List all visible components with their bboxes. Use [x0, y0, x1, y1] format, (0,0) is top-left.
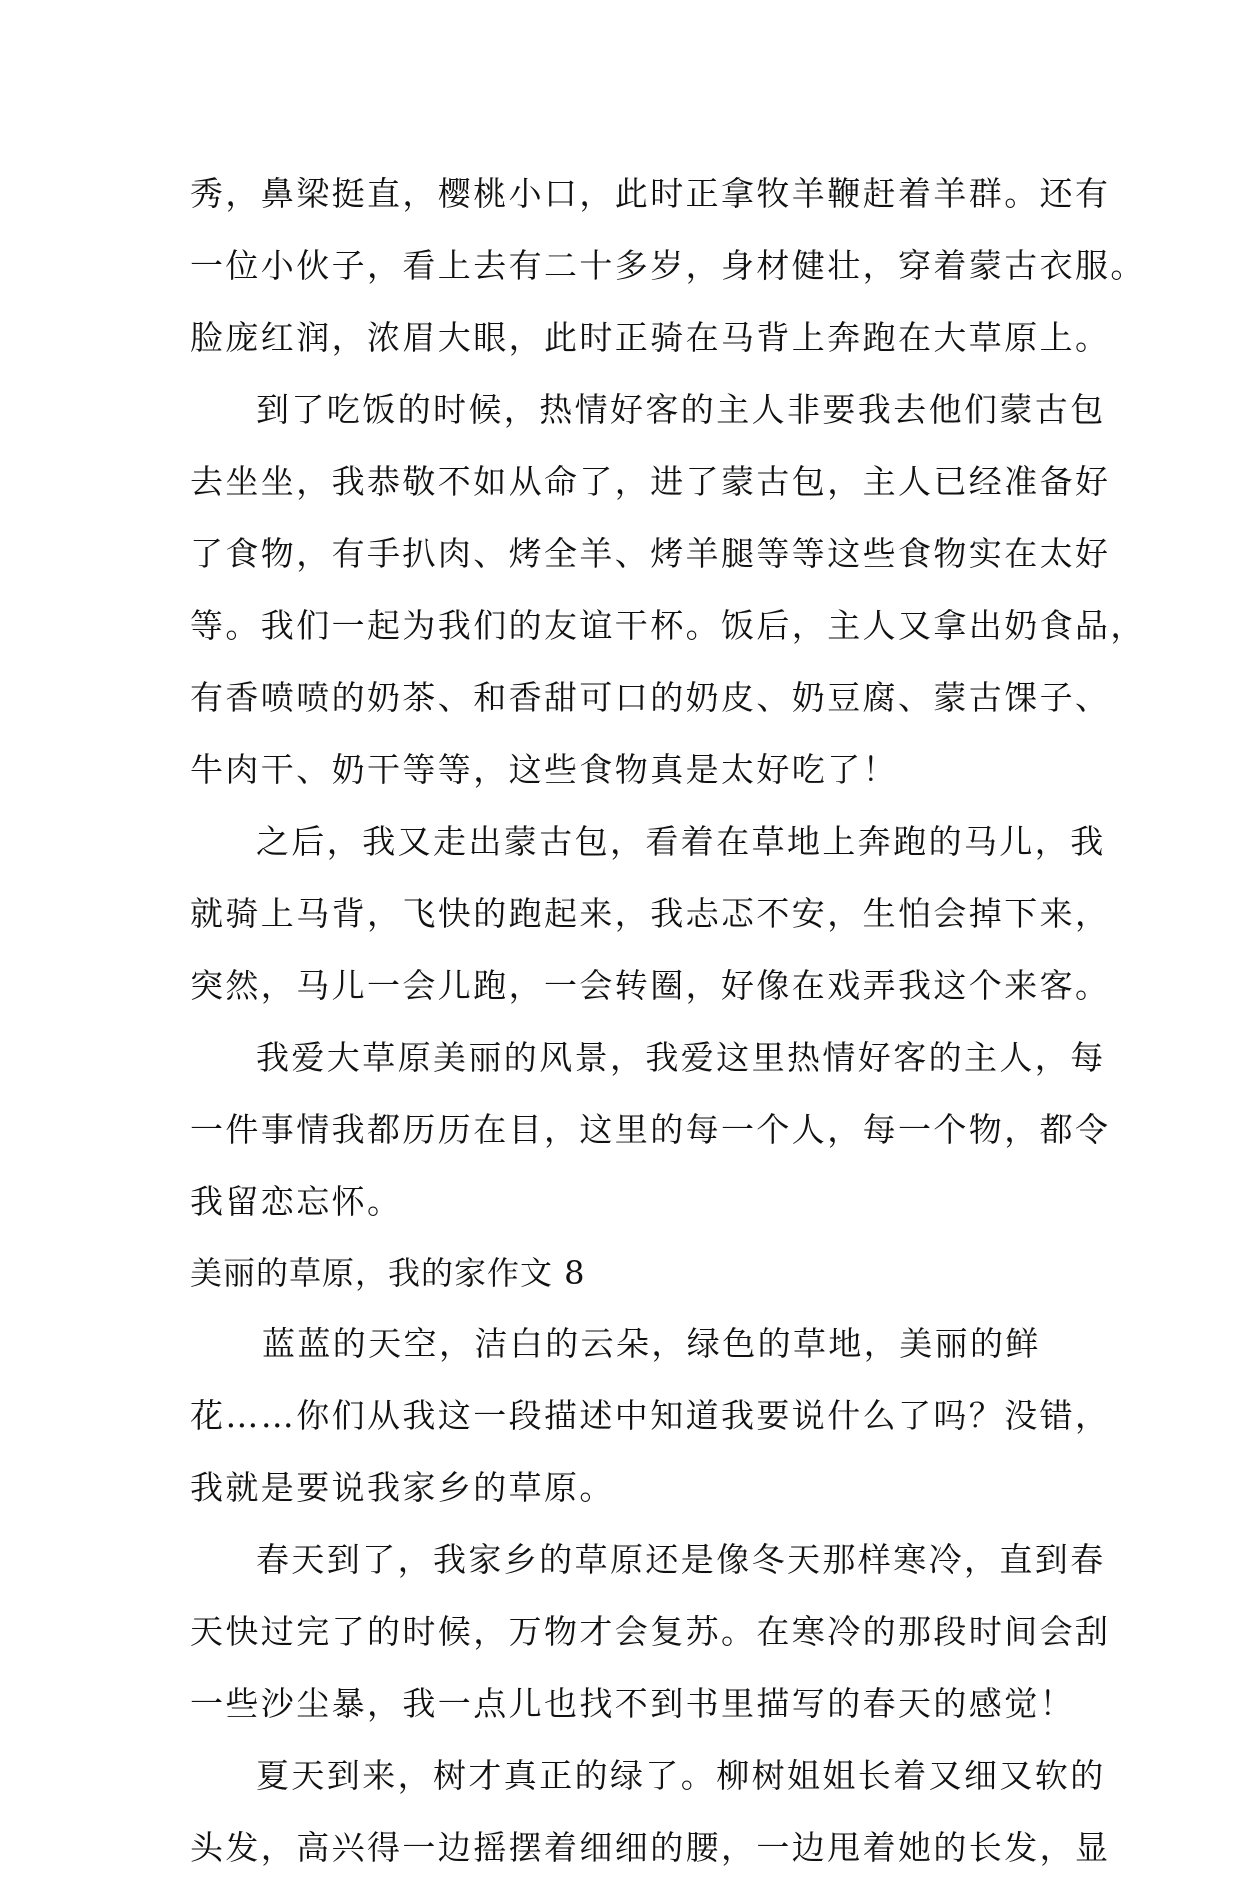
- document-body: [190, 158, 1146, 1884]
- essay-title: 美丽的草原，我的家作文 8: [190, 1254, 586, 1292]
- text-line: 等。我们一起为我们的友谊干杯。饭后，主人又拿出奶食品，: [190, 606, 1146, 645]
- text-line: 去坐坐，我恭敬不如从命了，进了蒙古包，主人已经准备好: [190, 462, 1111, 501]
- text-line: 天快过完了的时候，万物才会复苏。在寒冷的那段时间会刮: [190, 1612, 1111, 1651]
- paragraph-start-line: 蓝蓝的天空，洁白的云朵，绿色的草地，美丽的鲜: [262, 1324, 1041, 1363]
- text-line: 头发，高兴得一边摇摆着细细的腰，一边甩着她的长发，显: [190, 1828, 1111, 1867]
- paragraph-start-line: 我爱大草原美丽的风景，我爱这里热情好客的主人，每: [256, 1038, 1106, 1077]
- text-line: 我就是要说我家乡的草原。: [190, 1468, 615, 1507]
- text-line: 秀，鼻梁挺直，樱桃小口，此时正拿牧羊鞭赶着羊群。还有: [190, 174, 1111, 213]
- text-line: 了食物，有手扒肉、烤全羊、烤羊腿等等这些食物实在太好: [190, 534, 1111, 573]
- paragraph-start-line: 春天到了，我家乡的草原还是像冬天那样寒冷，直到春: [256, 1540, 1106, 1579]
- text-line: 突然，马儿一会儿跑，一会转圈，好像在戏弄我这个来客。: [190, 966, 1111, 1005]
- text-line: 牛肉干、奶干等等，这些食物真是太好吃了！: [190, 750, 898, 789]
- text-line: 我留恋忘怀。: [190, 1182, 403, 1221]
- paragraph-start-line: 之后，我又走出蒙古包，看着在草地上奔跑的马儿，我: [256, 822, 1106, 861]
- text-line: 一位小伙子，看上去有二十多岁，身材健壮，穿着蒙古衣服。: [190, 246, 1146, 285]
- text-line: 就骑上马背，飞快的跑起来，我忐忑不安，生怕会掉下来，: [190, 894, 1111, 933]
- paragraph-start-line: 夏天到来，树才真正的绿了。柳树姐姐长着又细又软的: [256, 1756, 1106, 1795]
- text-line: 一件事情我都历历在目，这里的每一个人，每一个物，都令: [190, 1110, 1111, 1149]
- text-line: 一些沙尘暴，我一点儿也找不到书里描写的春天的感觉！: [190, 1684, 1075, 1723]
- text-line: 花……你们从我这一段描述中知道我要说什么了吗？没错，: [190, 1396, 1111, 1435]
- text-line: 有香喷喷的奶茶、和香甜可口的奶皮、奶豆腐、蒙古馃子、: [190, 678, 1111, 717]
- text-line: 脸庞红润，浓眉大眼，此时正骑在马背上奔跑在大草原上。: [190, 318, 1111, 357]
- paragraph-start-line: 到了吃饭的时候，热情好客的主人非要我去他们蒙古包: [256, 390, 1106, 429]
